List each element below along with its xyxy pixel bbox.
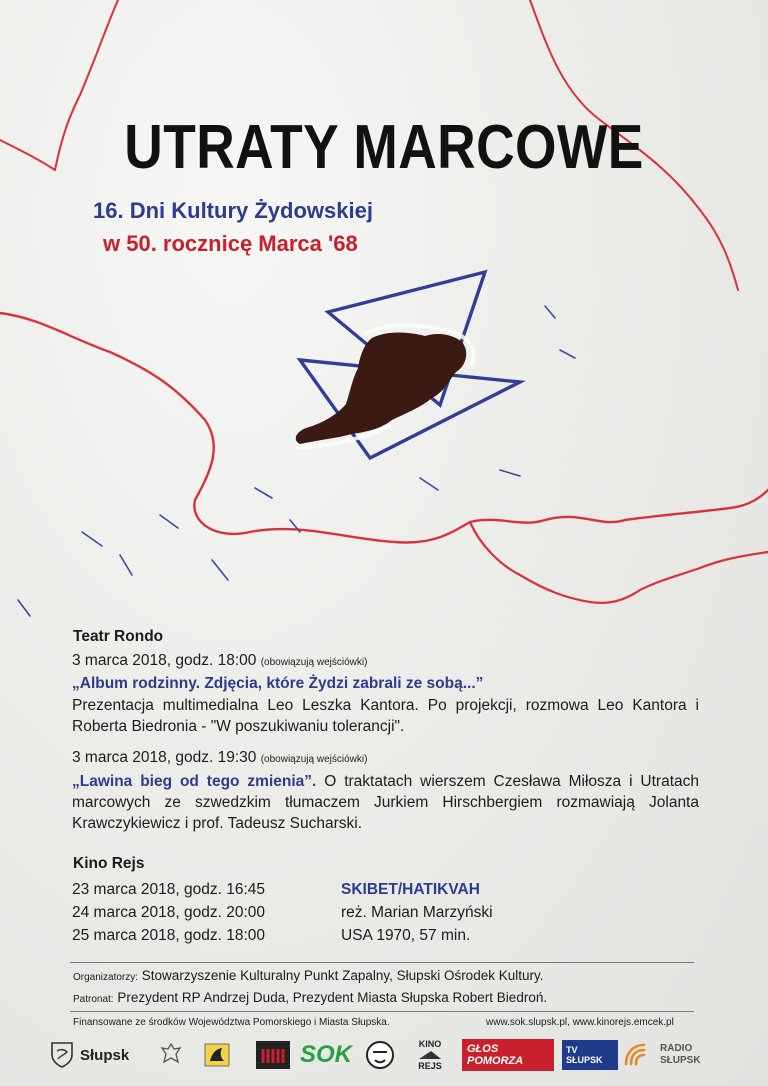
screening-item: 24 marca 2018, godz. 20:00 — [72, 904, 266, 921]
event2-datetime-row — [72, 747, 367, 770]
radio-slupsk-logo — [622, 1036, 722, 1074]
divider-bottom — [70, 1011, 694, 1012]
round-face-icon — [365, 1040, 395, 1070]
film-details: USA 1970, 57 min. — [341, 927, 471, 944]
event1-title: „Album rodzinny. Zdjęcia, które Żydzi zabrali ze sobą...” — [72, 675, 484, 692]
organizers-line — [73, 968, 543, 983]
patron-line — [73, 990, 547, 1005]
kino-rejs-logo — [412, 1036, 448, 1074]
radio-slupsk-top: RADIO — [660, 1043, 693, 1054]
pomorskie-logo — [200, 1036, 234, 1074]
radio-slupsk-bottom: SŁUPSK — [660, 1055, 701, 1066]
slupsk-logo-text: Słupsk — [80, 1046, 130, 1064]
radio-slupsk-text — [660, 1043, 701, 1067]
venue-kino-rejs: Kino Rejs — [73, 855, 145, 872]
event2-title: „Lawina bieg od tego zmienia”. — [72, 773, 317, 790]
kino-rejs-logo-bottom: REJS — [418, 1061, 442, 1071]
slupsk-logo — [50, 1036, 140, 1074]
griffin-icon — [204, 1043, 230, 1067]
polish-eagle-logo — [154, 1036, 188, 1074]
sail-icon — [417, 1049, 443, 1061]
subtitle-anniversary: w 50. rocznicę Marca '68 — [103, 231, 358, 256]
event2-description: O traktatach wierszem Czesława Miłosza i Utratach marcowych ze szwedzkim tłumaczem Jurkiem Hirschbergiem rozmawiają Jolanta Krawczykiewicz i prof. Tadeusz Sucharski. — [72, 773, 699, 832]
face-logo — [360, 1036, 400, 1074]
sponsor-logos — [50, 1036, 730, 1076]
punkt-zapalny-icon — [256, 1041, 290, 1069]
eagle-icon — [160, 1042, 182, 1068]
websites: www.sok.slupsk.pl, www.kinorejs.emcek.pl — [486, 1017, 674, 1028]
divider-top — [70, 962, 694, 963]
event1-note: (obowiązują wejściówki) — [260, 657, 368, 668]
paper-scraps — [18, 306, 575, 616]
event2-paragraph — [72, 771, 699, 834]
patron-label: Patronat: — [73, 994, 114, 1005]
kino-rejs-logo-top: KINO — [418, 1039, 442, 1049]
event1-description: Prezentacja multimedialna Leo Leszka Kantora. Po projekcji, rozmowa Leo Kantora i Roberta Biedronia - "W poszukiwaniu tolerancji". — [72, 697, 699, 735]
radio-waves-icon — [622, 1040, 656, 1070]
slupsk-crest-icon — [50, 1041, 74, 1069]
poster-title: UTRATY MARCOWE — [124, 113, 644, 182]
sok-logo-text: SOK — [300, 1041, 353, 1068]
tv-slupsk-logo — [562, 1036, 618, 1074]
event2-note: (obowiązują wejściówki) — [260, 754, 368, 765]
venue-teatr-rondo: Teatr Rondo — [73, 628, 164, 645]
event1-datetime: 3 marca 2018, godz. 18:00 — [72, 652, 257, 669]
funding-note: Finansowane ze środków Województwa Pomorskiego i Miasta Słupska. — [73, 1017, 390, 1028]
tv-slupsk-text: TV SŁUPSK — [562, 1040, 618, 1070]
map-border-line-lower — [470, 522, 768, 603]
sok-logo — [300, 1036, 352, 1074]
event1-datetime-row — [72, 650, 367, 673]
organizers-text: Stowarzyszenie Kulturalny Punkt Zapalny, Słupski Ośrodek Kultury. — [141, 968, 544, 983]
film-title: SKIBET/HATIKVAH — [341, 881, 480, 898]
organizers-label: Organizatorzy: — [73, 972, 139, 983]
screening-item: 23 marca 2018, godz. 16:45 — [72, 881, 266, 898]
screening-item: 25 marca 2018, godz. 18:00 — [72, 927, 266, 944]
punkt-zapalny-logo — [255, 1036, 291, 1074]
glos-pomorza-text: GŁOS POMORZA — [462, 1039, 554, 1071]
screenings-list — [72, 878, 265, 947]
glos-pomorza-logo — [462, 1036, 554, 1074]
patron-text: Prezydent RP Andrzej Duda, Prezydent Miasta Słupska Robert Biedroń. — [117, 990, 548, 1005]
film-director: reż. Marian Marzyński — [341, 904, 493, 921]
event2-datetime: 3 marca 2018, godz. 19:30 — [72, 749, 257, 766]
subtitle-festival: 16. Dni Kultury Żydowskiej — [93, 198, 373, 223]
film-info — [341, 878, 493, 947]
